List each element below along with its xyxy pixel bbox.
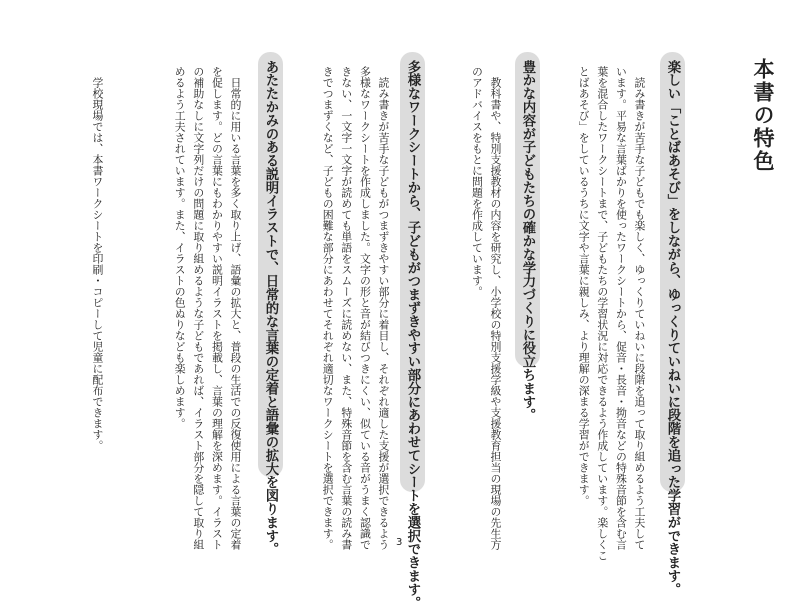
section-heading-2: 豊かな内容が子どもたちの確かな学力づくりに役立ちます。 (520, 60, 535, 422)
section-body-1 (562, 66, 648, 561)
section-heading-4: あたたかみのある説明イラストで、日常的な言葉の定着と語彙の拡大を図ります。 (263, 60, 278, 556)
section-heading-bar-4 (258, 52, 283, 556)
section-heading-bar-2 (515, 52, 540, 422)
section-body-3 (306, 66, 392, 550)
text-line: 多様なワークシートを作成しました。文字の形と音が結びつきにくい、似ている音がうまく認識で (358, 66, 372, 550)
text-line: を促します。どの言葉にもわかりやすい説明イラストを掲載し、言葉の理解を深めます。イラスト (210, 66, 224, 550)
text-line: のアドバイスをもとに問題を作成しています。 (470, 66, 484, 297)
section-heading-1: 楽しい「ことばあそび」をしながら、ゆっくりていねいに段階を追った学習ができます。 (665, 60, 680, 596)
section-body-2 (460, 66, 504, 550)
text-line: めるよう工夫されています。また、イラストの色ぬりなども楽しめます。 (173, 66, 187, 429)
text-line: きでつまずくなど、子どもの困難な部分にあわせてそれぞれ適切なワークシートを選択できます。 (321, 66, 335, 550)
text-line: 学校現場では、本書ワークシートを印刷・コピーして児童に配布できます。 (91, 66, 104, 451)
text-line: 日常的に用いる言葉を多く取り上げ、語彙の拡大と、普段の生活での反復使用による言葉の定着 (229, 66, 242, 550)
section-heading-3: 多様なワークシートから、子どもがつまずきやすい部分にあわせてシートを選択できます。 (405, 60, 420, 609)
text-line: 読み書きが苦手な子どもがつまずきやすい部分に着目し、それぞれ適した支援が選択できるよう (377, 66, 390, 550)
section-body-4 (158, 66, 244, 550)
text-line: の補助なしに文字列だけの問題に取り組めるような子どもであれば、イラスト部分を隠して取り組 (191, 66, 205, 550)
text-line: きない、一文字一文字が読めても単語をスムーズに読めない、また、特殊音節を含む言葉の読み書 (339, 66, 353, 550)
section-heading-bar-3 (400, 52, 425, 609)
section-body-5 (82, 66, 106, 496)
page-title: 本書の特色 (751, 58, 775, 173)
text-line: 葉を混合したワークシートまで、子どもたちの学習状況に対応できるよう作成しています。楽しくこ (595, 66, 609, 561)
text-line: います。平易な言葉ばかりを使ったワークシートから、促音・長音・拗音などの特殊音節を含む言 (614, 66, 628, 550)
text-line: とばあそび」をしているうちに文字や言葉に親しみ、より理解の深まる学習ができます。 (577, 66, 591, 506)
section-heading-bar-1 (660, 52, 685, 596)
text-line: 読み書きが苦手な子どもでも楽しく、ゆっくりていねいに段階を追って取り組めるよう工夫して (633, 66, 646, 550)
page-number: 3 (396, 537, 403, 548)
text-line: 教科書や、特別支援教材の内容を研究し、小学校の特別支援学級や支援教育担当の現場の先生方 (489, 66, 502, 550)
